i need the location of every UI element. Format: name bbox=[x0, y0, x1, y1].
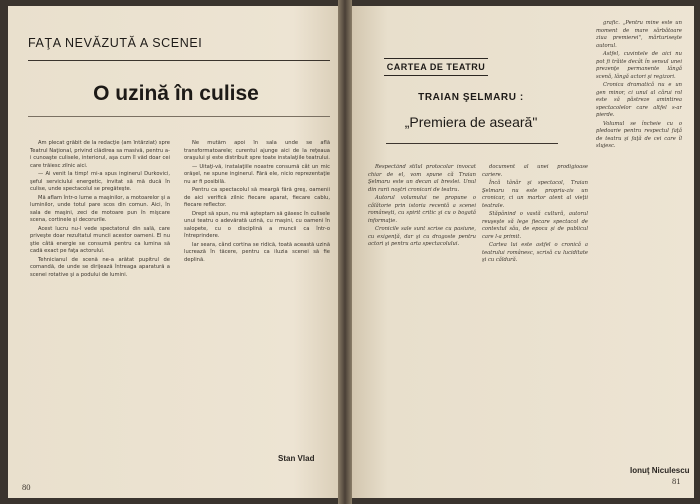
paragraph: Astfel, cuvintele de aici nu pot fi trăite decât în sensul unei prezenţe permanente lângă scenă, lângă actori şi regizori. bbox=[596, 51, 682, 80]
rubric-rule-top bbox=[384, 58, 488, 59]
paragraph: Tehnicianul de scenă ne-a arătat pupitrul de comandă, de unde se dirijează întreaga aparatură a scenei rotative şi a podului de lumini. bbox=[30, 256, 170, 278]
article-headline: O uzină în culise bbox=[93, 82, 259, 105]
paragraph: Stăpânind o vastă cultură, autorul reuşeşte să lege fiecare spectacol de contextul său, de epoca şi de publicul care l-a primit. bbox=[482, 211, 588, 240]
right-column-3 bbox=[596, 20, 682, 460]
right-column-1 bbox=[368, 164, 476, 484]
paragraph: — Ai venit la timp! mi-a spus inginerul Durkovici, şeful serviciului energetic, invitat să mă ducă în culise, unde spectacolul se pregăteşte. bbox=[30, 171, 170, 192]
left-column-1 bbox=[30, 140, 170, 452]
left-column-2 bbox=[184, 140, 330, 452]
paragraph: Respectând stilul protocolar invocat chiar de el, vom spune că Traian Şelmaru este un decan al breslei. Unul din rarii noştri cronicari de teatru. bbox=[368, 164, 476, 193]
author-signature: Stan Vlad bbox=[278, 454, 315, 463]
page-number: 80 bbox=[22, 482, 31, 492]
rubric-rule-bottom bbox=[384, 75, 488, 76]
right-page bbox=[346, 6, 694, 498]
paragraph: Cartea lui este astfel o cronică a teatrului românesc, scrisă cu luciditate şi cu căldură. bbox=[482, 242, 588, 263]
paragraph: — Uitaţi-vă, instalaţiile noastre consumă cât un mic orăşel, ne spune inginerul. Fără ele, nicio reprezentaţie nu ar fi posibilă. bbox=[184, 163, 330, 185]
paragraph: Încă tânăr şi spectacol, Traian Şelmaru nu este propriu-zis un cronicar, ci un martor atent al vieţii teatrale. bbox=[482, 180, 588, 209]
page-number: 81 bbox=[672, 476, 681, 486]
section-rule bbox=[28, 60, 330, 61]
paragraph: grafic. „Pentru mine este un moment de mare sărbătoare ziua premierei", mărturiseşte autorul. bbox=[596, 20, 682, 49]
paragraph: Pentru ca spectacolul să meargă fără greş, oamenii de aici verifică zilnic fiecare aparat, fiecare cablu, fiecare reflector. bbox=[184, 187, 330, 208]
book-title: „Premiera de aseară" bbox=[404, 114, 538, 130]
author-signature: Ionuţ Niculescu bbox=[630, 466, 690, 475]
right-column-2 bbox=[482, 164, 588, 484]
paragraph: Am plecat grăbit de la redacţie (am întârziat) spre Teatrul Naţional, privind clădirea sa masivă, pentru a-i cunoaşte culisele, interiorul, aşa cum îl văd doar cei care trăiesc zilnic aici. bbox=[30, 140, 170, 169]
paragraph: Drept să spun, nu mă aşteptam să găsesc în culisele unui teatru o adevărată uzină, cu maşini, cu oameni în salopete, cu o disciplină a muncii ca într-o întreprindere. bbox=[184, 210, 330, 239]
paragraph: document al unei prodigioase cariere. bbox=[482, 164, 588, 178]
paragraph: Mă aflam într-o lume a maşinilor, a motoarelor şi a luminilor, unde totul pare scos din comun. Aici, în sala de maşini, zeci de motoare pun în mişcare scena, cortinele şi decorurile. bbox=[30, 194, 170, 223]
paragraph: Cronica dramatică nu e un gen minor, ci unul al cărui rol este să păstreze amintirea spectacolelor care altfel s-ar pierde. bbox=[596, 82, 682, 118]
left-page bbox=[8, 6, 344, 498]
book-gutter bbox=[338, 0, 352, 504]
rubric-title: CARTEA DE TEATRU bbox=[386, 62, 486, 72]
section-title: FAŢA NEVĂZUTĂ A SCENEI bbox=[28, 36, 203, 50]
paragraph: Autorul volumului ne propune o călătorie prin istoria recentă a scenei româneşti, cu spirit critic şi cu o bogată informaţie. bbox=[368, 195, 476, 224]
headline-rule bbox=[28, 116, 330, 117]
paragraph: Iar seara, când cortina se ridică, toată această uzină lucrează în tăcere, pentru ca iluzia scenei să fie deplină. bbox=[184, 241, 330, 263]
paragraph: Volumul se încheie cu o pledoarie pentru respectul faţă de teatru şi faţă de cei care îl slujesc. bbox=[596, 120, 682, 149]
paragraph: Acest lucru nu-l vede spectatorul din sală, care priveşte doar rezultatul muncii acestor oameni. El nu ştie câtă energie se consumă pentru ca lumina să cadă exact pe faţa actorului. bbox=[30, 225, 170, 254]
paragraph: Ne mutăm apoi în sala unde se află transformatoarele; curentul ajunge aici de la reţeaua oraşului şi este distribuit spre toate instalaţiile teatrului. bbox=[184, 140, 330, 161]
paragraph: Cronicile sale sunt scrise cu pasiune, cu exigenţă, dar şi cu dragoste pentru actori şi pentru arta spectacolului. bbox=[368, 226, 476, 247]
book-author: TRAIAN ŞELMARU : bbox=[418, 92, 524, 103]
title-rule bbox=[386, 143, 558, 144]
